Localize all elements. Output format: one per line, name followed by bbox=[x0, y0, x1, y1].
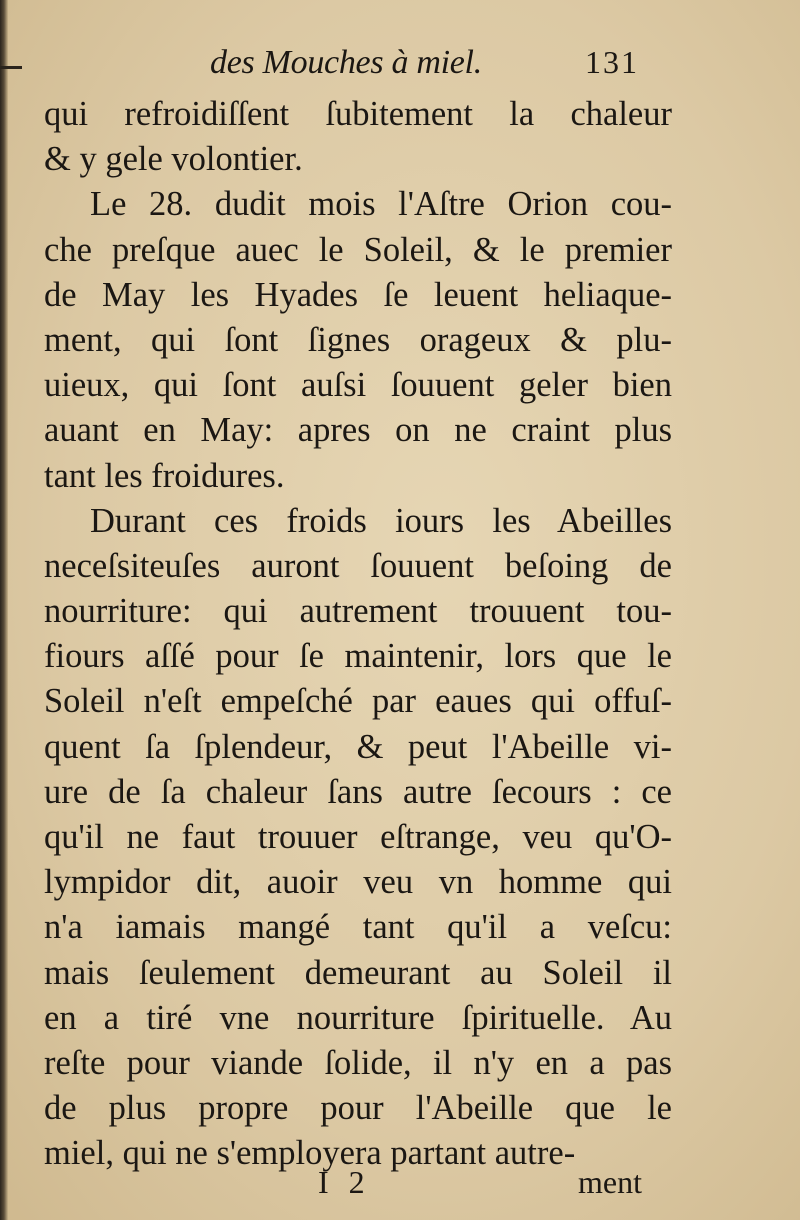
text-line: lympidor dit, auoir veu vn homme qui bbox=[44, 863, 672, 902]
text-line: tant les froidures. bbox=[44, 456, 285, 495]
text-block bbox=[44, 92, 672, 1177]
page-number: 131 bbox=[585, 44, 639, 80]
text-line: de May les Hyades ſe leuent heliaque- bbox=[44, 275, 672, 314]
text-line: Soleil n'eſt empeſché par eaues qui offuſ- bbox=[44, 682, 672, 721]
catchword: ment bbox=[578, 1164, 642, 1200]
running-head: des Mouches à miel. bbox=[210, 44, 482, 81]
text-line: Le 28. dudit mois l'Aſtre Orion cou- bbox=[90, 185, 672, 224]
page-footer bbox=[0, 1164, 800, 1214]
text-line: fiours aſſé pour ſe maintenir, lors que le bbox=[44, 637, 672, 676]
text-line: auant en May: apres on ne craint plus bbox=[44, 411, 672, 450]
text-line: miel, qui ne s'employera partant autre- bbox=[44, 1134, 576, 1173]
text-line: n'a iamais mangé tant qu'il a veſcu: bbox=[44, 908, 672, 947]
text-line: qu'il ne faut trouuer eſtrange, veu qu'O- bbox=[44, 818, 672, 856]
page-header bbox=[0, 44, 800, 94]
signature-mark: I 2 bbox=[318, 1164, 371, 1200]
text-line: mais ſeulement demeurant au Soleil il bbox=[44, 953, 672, 992]
text-line: en a tiré vne nourriture ſpirituelle. Au bbox=[44, 998, 672, 1037]
text-line: Durant ces froids iours les Abeilles bbox=[90, 501, 672, 540]
binding-gutter bbox=[0, 0, 8, 1220]
text-line: de plus propre pour l'Abeille que le bbox=[44, 1089, 672, 1128]
text-line: uieux, qui ſont auſsi ſouuent geler bien bbox=[44, 366, 672, 405]
text-line: che preſque auec le Soleil, & le premier bbox=[44, 230, 672, 269]
text-line: nourriture: qui autrement trouuent tou- bbox=[44, 592, 672, 631]
text-line: reſte pour viande ſolide, il n'y en a pas bbox=[44, 1043, 672, 1082]
text-line: & y gele volontier. bbox=[44, 140, 303, 179]
text-line: ment, qui ſont ſignes orageux & plu- bbox=[44, 320, 672, 359]
text-line: qui refroidiſſent ſubitement la chaleur bbox=[44, 95, 672, 133]
text-line: ure de ſa chaleur ſans autre ſecours : ce bbox=[44, 772, 672, 811]
text-line: quent ſa ſplendeur, & peut l'Abeille vi- bbox=[44, 727, 672, 766]
text-line: neceſsiteuſes auront ſouuent beſoing de bbox=[44, 546, 672, 585]
